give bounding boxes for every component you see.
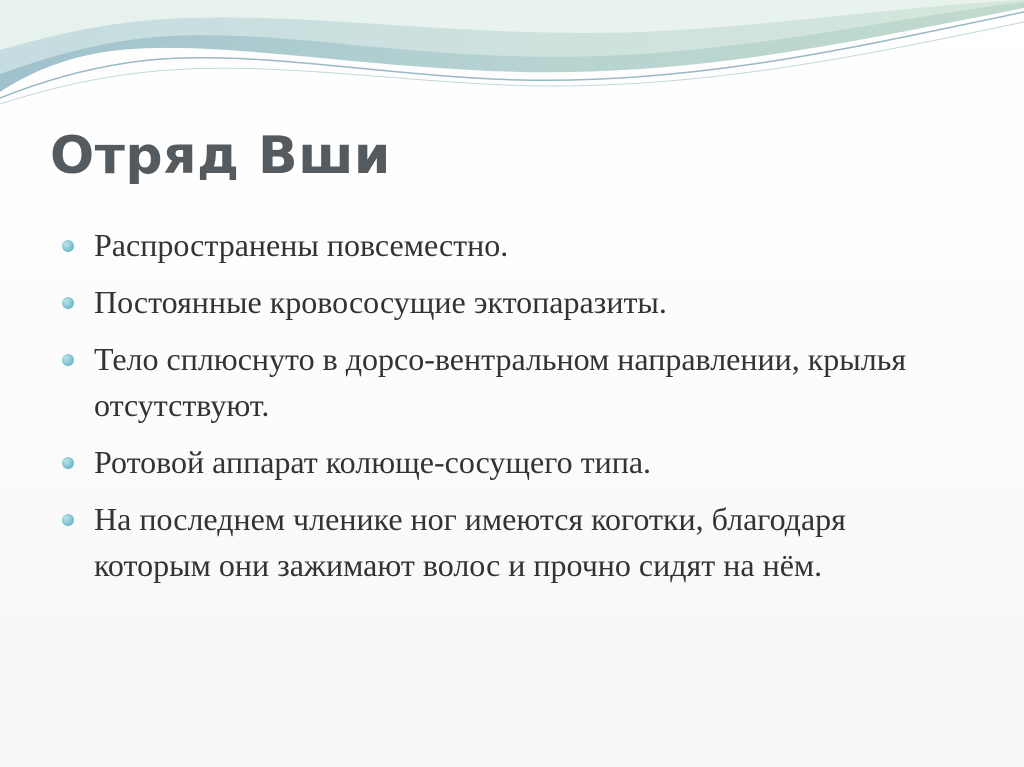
bullet-text: Ротовой аппарат колюще-сосущего типа. [94,444,652,480]
bullet-dot-icon [62,297,74,309]
decorative-wave-header [0,0,1024,120]
bullet-dot-icon [62,457,74,469]
bullet-item [62,279,962,325]
bullet-text: Тело сплюснуто в дорсо-вентральном направлении, крылья отсутствуют. [94,341,907,423]
bullet-text: На последнем членике ног имеются коготки, благодаря которым они зажимают волос и прочно сидят на нём. [94,501,846,583]
bullet-text: Постоянные кровососущие эктопаразиты. [94,284,667,320]
slide-title: Отряд Вши [50,126,391,186]
bullet-item [62,439,962,485]
bullet-item [62,336,962,428]
bullet-dot-icon [62,354,74,366]
bullet-text: Распространены повсеместно. [94,227,509,263]
bullet-dot-icon [62,240,74,252]
bullet-item [62,496,962,588]
bullet-list [62,222,962,599]
bullet-item [62,222,962,268]
bullet-dot-icon [62,514,74,526]
